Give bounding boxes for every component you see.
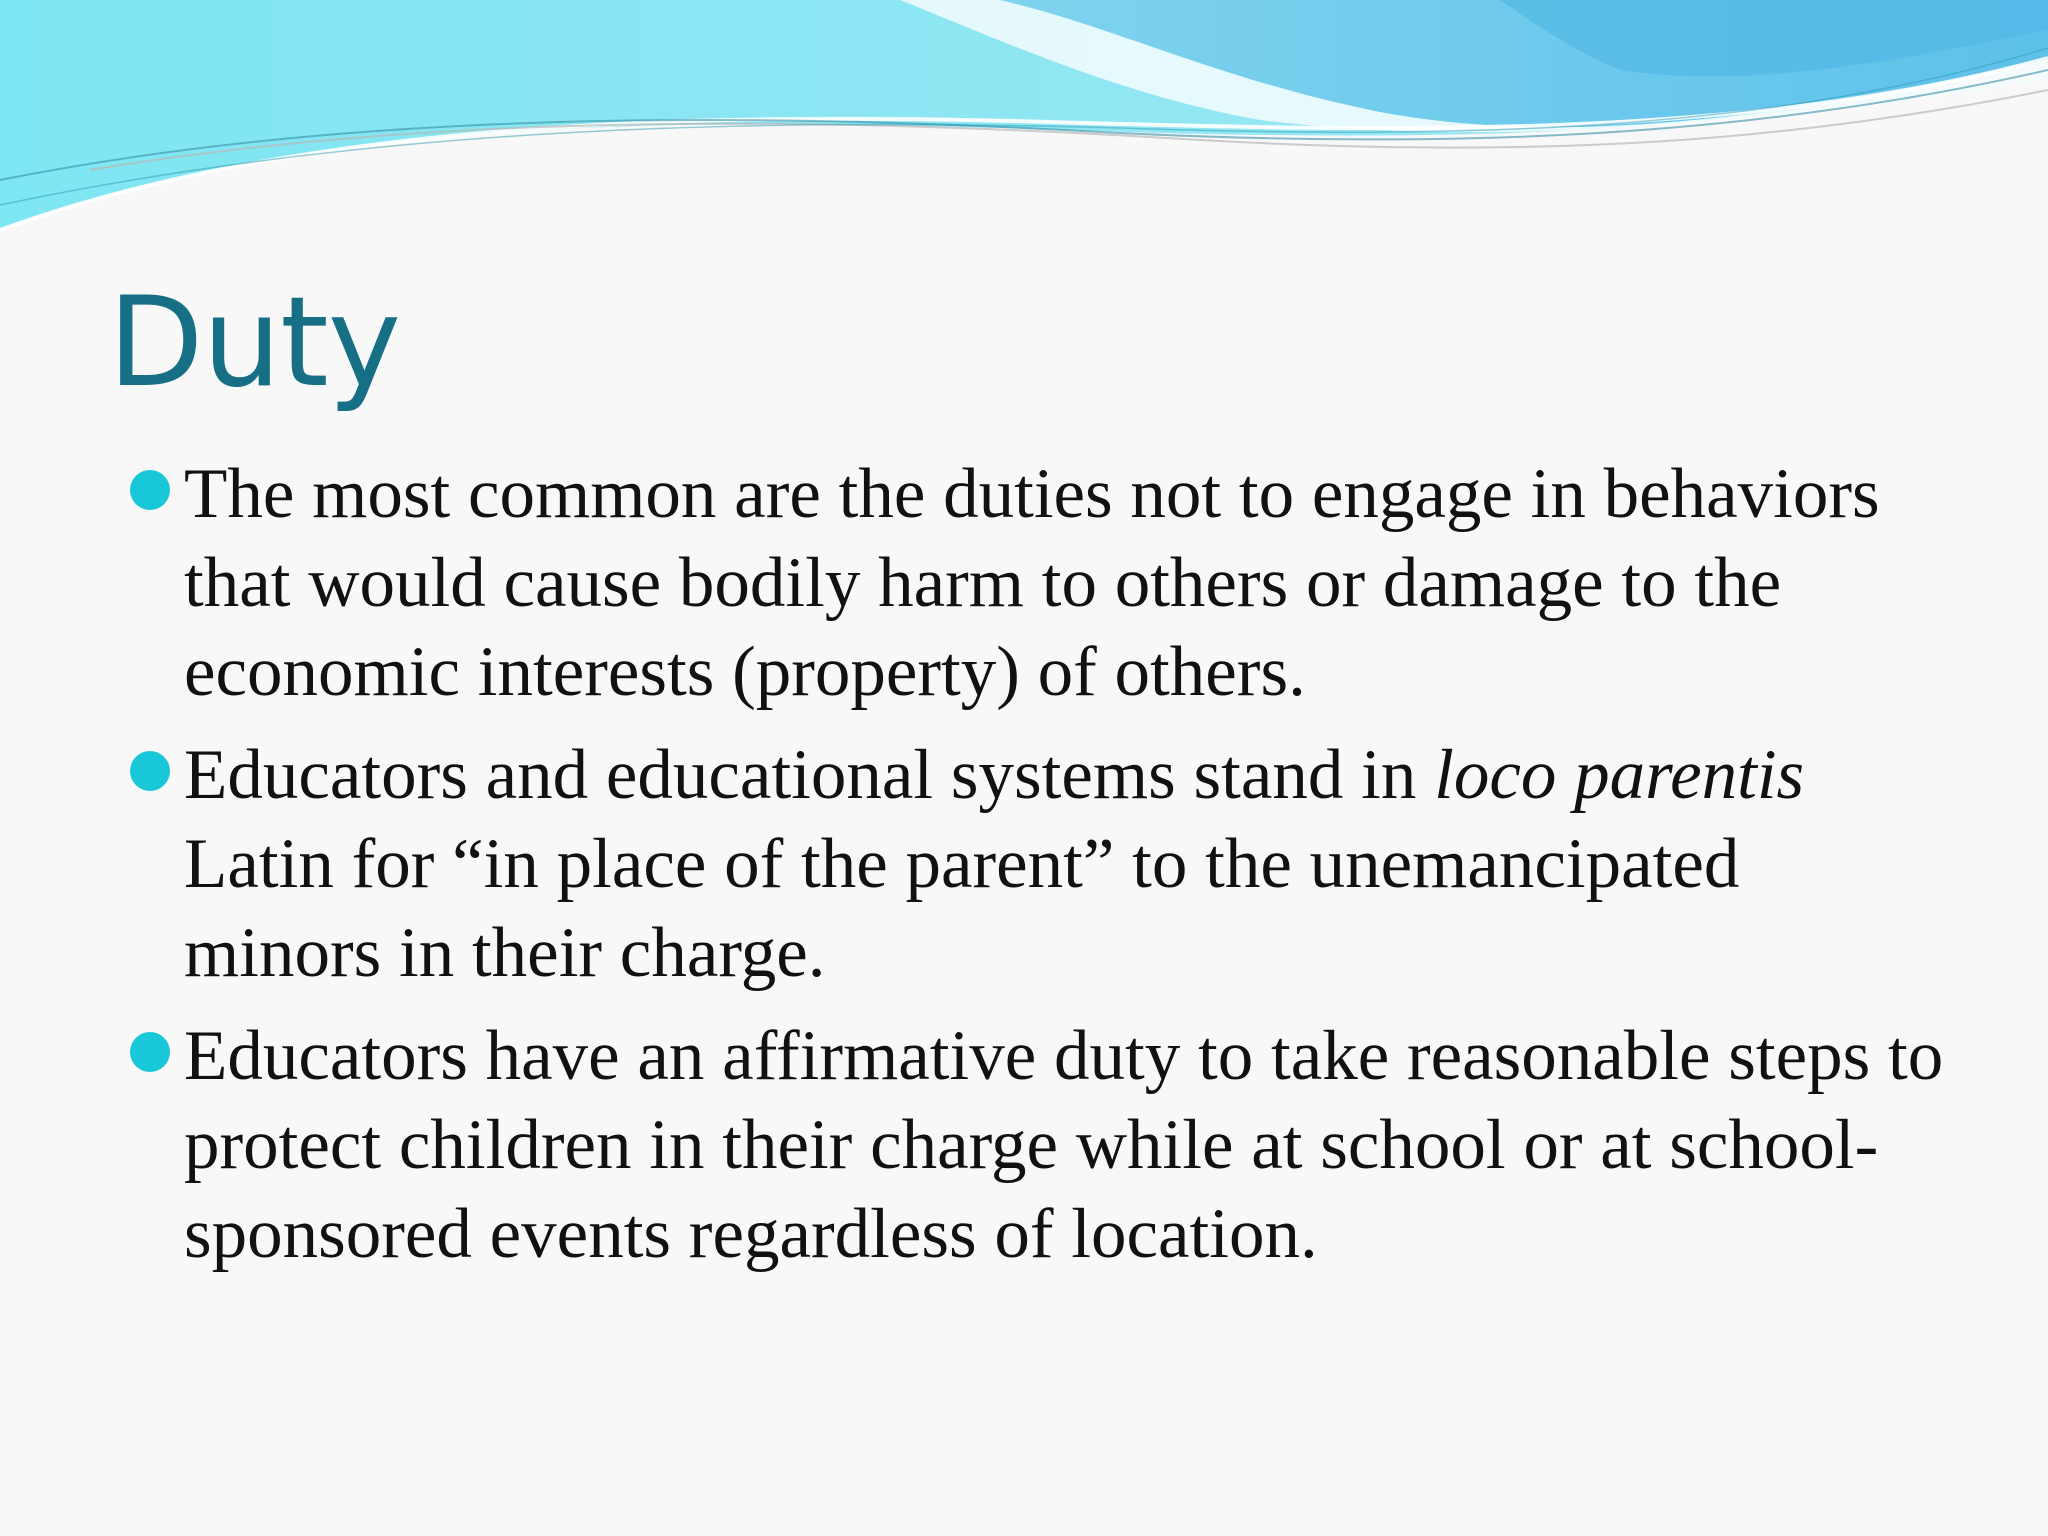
bullet-text: The most common are the duties not to engage in behaviors that would cause bodily harm to others or damage to the economic interests (property) of others. [184,455,1880,711]
bullet-dot-icon [130,1032,170,1072]
bullet-item [130,450,1950,717]
bullet-text: Educators have an affirmative duty to take reasonable steps to protect children in their charge while at school or at school-sponsored events regardless of location. [184,1017,1944,1273]
bullet-text-segment: Educators and educational systems stand in [184,736,1435,814]
slide-title: Duty [108,271,401,415]
wave-banner [0,0,2048,240]
bullet-item [130,1012,1950,1279]
bullet-text [184,736,1804,992]
bullet-list [130,450,1950,1293]
bullet-text-segment: Latin for “in place of the parent” to the unemancipated minors in their charge. [184,825,1740,992]
bullet-text-italic-segment: loco parentis [1434,736,1805,814]
bullet-dot-icon [130,470,170,510]
bullet-dot-icon [130,751,170,791]
bullet-item [130,731,1950,998]
